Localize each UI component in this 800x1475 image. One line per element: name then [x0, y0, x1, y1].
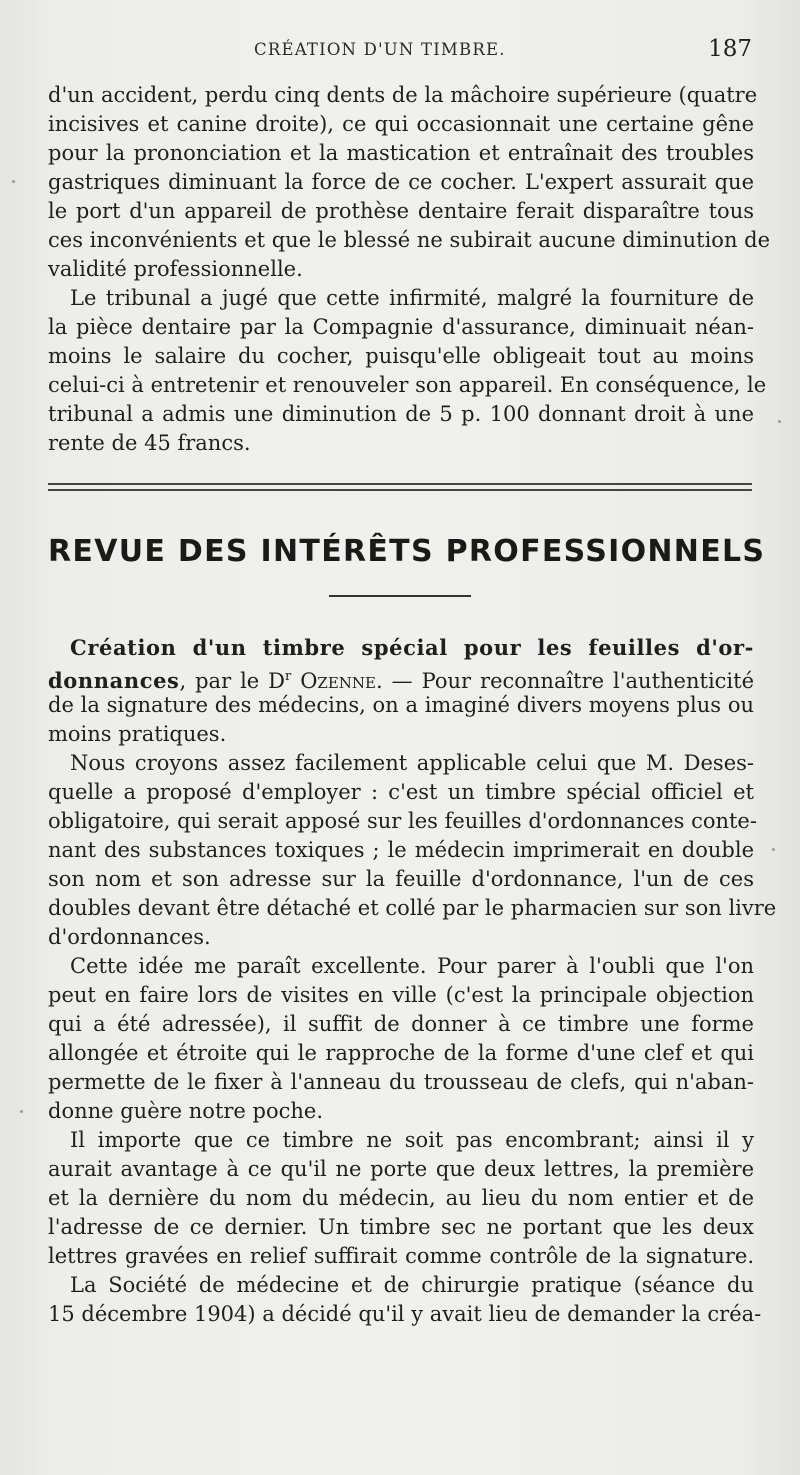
- text-line: le port d'un appareil de prothèse dentaire ferait disparaître tous: [48, 199, 754, 223]
- text-line: Nous croyons assez facilement applicable celui que M. Deses-: [70, 751, 754, 775]
- running-title: CRÉATION D'UN TIMBRE.: [254, 40, 506, 59]
- text-line: permette de le fixer à l'anneau du trousseau de clefs, qui n'aban-: [48, 1070, 754, 1094]
- text-line: et la dernière du nom du médecin, au lieu du nom entier et de: [48, 1186, 754, 1210]
- separator-rule: [48, 489, 752, 491]
- text-line: moins pratiques.: [48, 722, 227, 746]
- heading-underline-rule: [329, 595, 471, 597]
- paper-speck: [772, 848, 775, 851]
- text-line: gastriques diminuant la force de ce cocher. L'expert assurait que: [48, 170, 754, 194]
- text-line: d'un accident, perdu cinq dents de la mâchoire supérieure (quatre: [48, 83, 758, 107]
- paper-speck: [778, 420, 781, 423]
- text-line: allongée et étroite qui le rapproche de la forme d'une clef et qui: [48, 1041, 754, 1065]
- text-line: 15 décembre 1904) a décidé qu'il y avait lieu de demander la créa-: [48, 1302, 762, 1326]
- paper-speck: [12, 180, 15, 183]
- text-line: d'ordonnances.: [48, 925, 211, 949]
- text-line: doubles devant être détaché et collé par le pharmacien sur son livre: [48, 896, 777, 920]
- text-line: Le tribunal a jugé que cette infirmité, malgré la fourniture de: [70, 286, 754, 310]
- text-line: nant des substances toxiques ; le médecin imprimerait en double: [48, 838, 754, 862]
- article-title-line: [70, 633, 754, 662]
- text-line: de la signature des médecins, on a imaginé divers moyens plus ou: [48, 693, 754, 717]
- text-line: pour la prononciation et la mastication et entraînait des troubles: [48, 141, 754, 165]
- text-line: validité professionnelle.: [48, 257, 303, 281]
- text-line: obligatoire, qui serait apposé sur les feuilles d'ordonnances conte-: [48, 809, 757, 833]
- text-line: celui-ci à entretenir et renouveler son appareil. En conséquence, le: [48, 373, 767, 397]
- article-title: Création d'un timbre spécial pour les feuilles d'or-: [70, 635, 754, 660]
- byline-prefix: , par le D: [179, 669, 286, 693]
- paper-speck: [20, 1110, 23, 1113]
- text-line: moins le salaire du cocher, puisqu'elle obligeait tout au moins: [48, 344, 754, 368]
- text-line: quelle a proposé d'employer : c'est un timbre spécial officiel et: [48, 780, 754, 804]
- text-line: lettres gravées en relief suffirait comme contrôle de la signature.: [48, 1244, 754, 1268]
- text-line: peut en faire lors de visites en ville (c'est la principale objection: [48, 983, 754, 1007]
- text-line: incisives et canine droite), ce qui occasionnait une certaine gêne: [48, 112, 754, 136]
- text-line: tribunal a admis une diminution de 5 p. 100 donnant droit à une: [48, 402, 754, 426]
- text-line: Cette idée me paraît excellente. Pour parer à l'oubli que l'on: [70, 954, 754, 978]
- text-line: La Société de médecine et de chirurgie pratique (séance du: [70, 1273, 754, 1297]
- text-line: Il importe que ce timbre ne soit pas encombrant; ainsi il y: [70, 1128, 754, 1152]
- section-heading: REVUE DES INTÉRÊTS PROFESSIONNELS: [48, 534, 766, 569]
- text-line: ces inconvénients et que le blessé ne subirait aucune diminution de: [48, 228, 771, 252]
- page-number: 187: [708, 36, 752, 62]
- text-line: donne guère notre poche.: [48, 1099, 323, 1123]
- byline-superscript: r: [285, 669, 292, 684]
- text-line: la pièce dentaire par la Compagnie d'assurance, diminuait néan-: [48, 315, 754, 339]
- page-header: [48, 36, 752, 66]
- article-title-line: [48, 662, 754, 691]
- text-line: l'adresse de ce dernier. Un timbre sec ne portant que les deux: [48, 1215, 754, 1239]
- author-name: Ozenne: [300, 669, 376, 693]
- text-line: rente de 45 francs.: [48, 431, 251, 455]
- text-line: aurait avantage à ce qu'il ne porte que deux lettres, la première: [48, 1157, 754, 1181]
- article-title-end: donnances: [48, 668, 180, 693]
- separator-rule: [48, 483, 752, 485]
- byline-rest: . — Pour reconnaître l'authenticité: [376, 669, 754, 693]
- text-line: son nom et son adresse sur la feuille d'ordonnance, l'un de ces: [48, 867, 754, 891]
- text-line: qui a été adressée), il suffit de donner à ce timbre une forme: [48, 1012, 754, 1036]
